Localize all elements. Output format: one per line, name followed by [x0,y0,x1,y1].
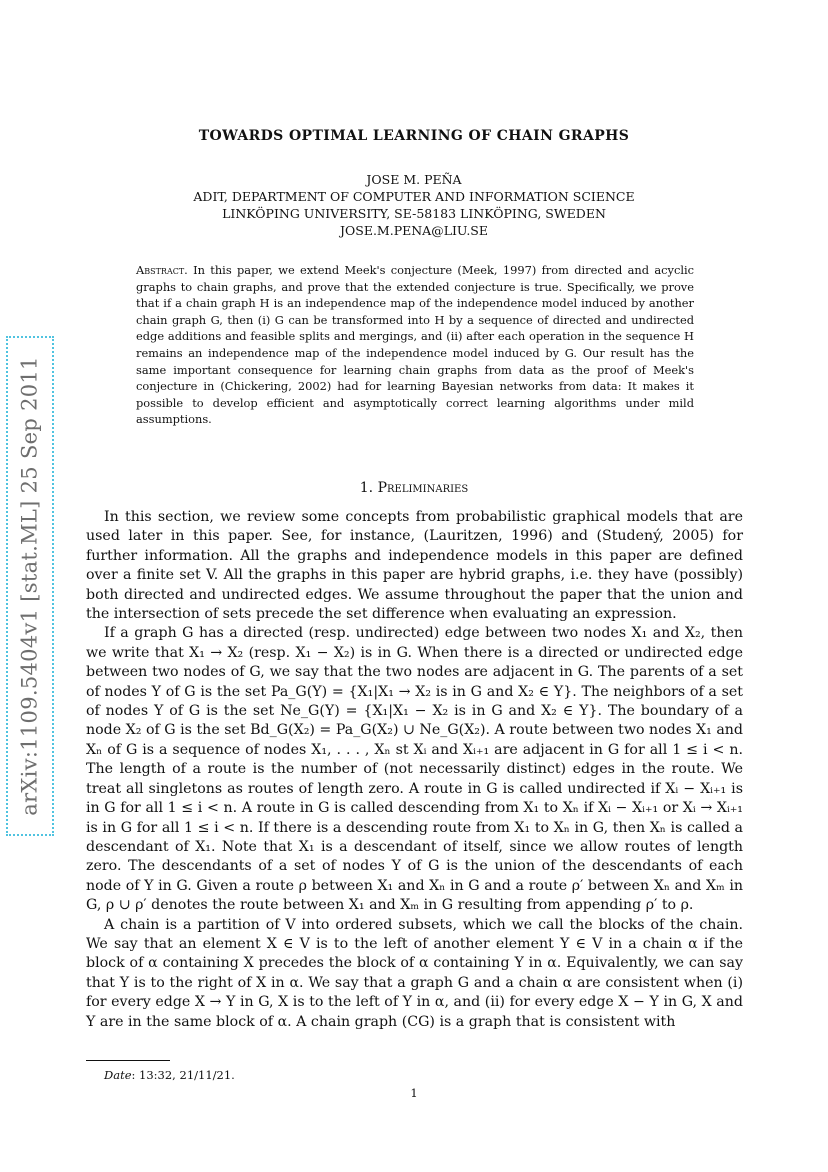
page-number: 1 [410,1086,418,1100]
footnote-rule [86,1060,170,1061]
author-affiliation-2: LINKÖPING UNIVERSITY, SE-58183 LINKÖPING, SWEDEN [222,206,606,221]
author-email: JOSE.M.PENA@LIU.SE [340,223,488,238]
body-text [86,508,743,1032]
section-heading [0,480,828,496]
author-affiliation-1: ADIT, DEPARTMENT OF COMPUTER AND INFORMATION SCIENCE [193,189,635,204]
paragraph: In this section, we review some concepts from probabilistic graphical models that are used later in this paper. See, for instance, (Lauritzen, 1996) and (Studený, 2005) for further information. All the graphs and independence models in this paper are defined over a finite set V. All the graphs in this paper are hybrid graphs, i.e. they have (possibly) both directed and undirected edges. We assume throughout the paper that the union and the intersection of sets precede the set difference when evaluating an expression. [86,509,743,623]
footnote-value: : 13:32, 21/11/21. [131,1068,235,1082]
arxiv-id: arXiv:1109.5404v1 [stat.ML] 25 Sep 2011 [18,356,42,816]
paragraph: If a graph G has a directed (resp. undirected) edge between two nodes X₁ and X₂, then we write that X₁ → X₂ (resp. X₁ − X₂) is in G. When there is a directed or undirected edge between two nodes of G, we say that the two nodes are adjacent in G. The parents of a set of nodes Y of G is the set Pa_G(Y) = {X₁|X₁ → X₂ is in G and X₂ ∈ Y}. The neighbors of a set of nodes Y of G is the set Ne_G(Y) = {X₁|X₁ − X₂ is in G and X₂ ∈ Y}. The boundary of a node X₂ of G is the set Bd_G(X₂) = Pa_G(X₂) ∪ Ne_G(X₂). A route between two nodes X₁ and Xₙ of G is a sequence of nodes X₁, . . . , Xₙ st Xᵢ and Xᵢ₊₁ are adjacent in G for all 1 ≤ i < n. The length of a route is the number of (not necessarily distinct) edges in the route. We treat all singletons as routes of length zero. A route in G is called undirected if Xᵢ − Xᵢ₊₁ is in G for all 1 ≤ i < n. A route in G is called descending from X₁ to Xₙ if Xᵢ − Xᵢ₊₁ or Xᵢ → Xᵢ₊₁ is in G for all 1 ≤ i < n. If there is a descending route from X₁ to Xₙ in G, then Xₙ is called a descendant of X₁. Note that X₁ is a descendant of itself, since we allow routes of length zero. The descendants of a set of nodes Y of G is the union of the descendants of each node of Y in G. Given a route ρ between X₁ and Xₙ in G and a route ρ′ between Xₙ and Xₘ in G, ρ ∪ ρ′ denotes the route between X₁ and Xₘ in G resulting from appending ρ′ to ρ. [86,625,743,914]
paper-title: TOWARDS OPTIMAL LEARNING OF CHAIN GRAPHS [198,128,630,144]
footnote-label: Date [104,1068,132,1082]
paragraph: A chain is a partition of V into ordered subsets, which we call the blocks of the chain. We say that an element X ∈ V is to the left of another element Y ∈ V in a chain α if the block of α containing X precedes the block of α containing Y in α. Equivalently, we can say that Y is to the right of X in α. We say that a graph G and a chain α are consistent when (i) for every edge X → Y in G, X is to the left of Y in α, and (ii) for every edge X − Y in G, X and Y are in the same block of α. A chain graph (CG) is a graph that is consistent with [86,916,743,1030]
author-name: JOSE M. PEÑA [366,172,462,187]
abstract [136,262,694,428]
section-title: Preliminaries [377,480,469,496]
abstract-lead: Abstract. [136,263,188,277]
abstract-text: In this paper, we extend Meek's conjecture (Meek, 1997) from directed and acyclic graphs to chain graphs, and prove that the extended conjecture is true. Specifically, we prove that if a chain graph H is an independence map of the independence model induced by another chain graph G, then (i) G can be transformed into H by a sequence of directed and undirected edge additions and feasible splits and mergings, and (ii) after each operation in the sequence H remains an independence map of the independence model induced by G. Our result has the same important consequence for learning chain graphs from data as the proof of Meek's conjecture in (Chickering, 2002) had for learning Bayesian networks from data: It makes it possible to develop efficient and asymptotically correct learning algorithms under mild assumptions. [136,263,694,427]
footnote [104,1068,235,1082]
section-number: 1. [359,480,374,496]
arxiv-stamp[interactable] [6,336,54,836]
